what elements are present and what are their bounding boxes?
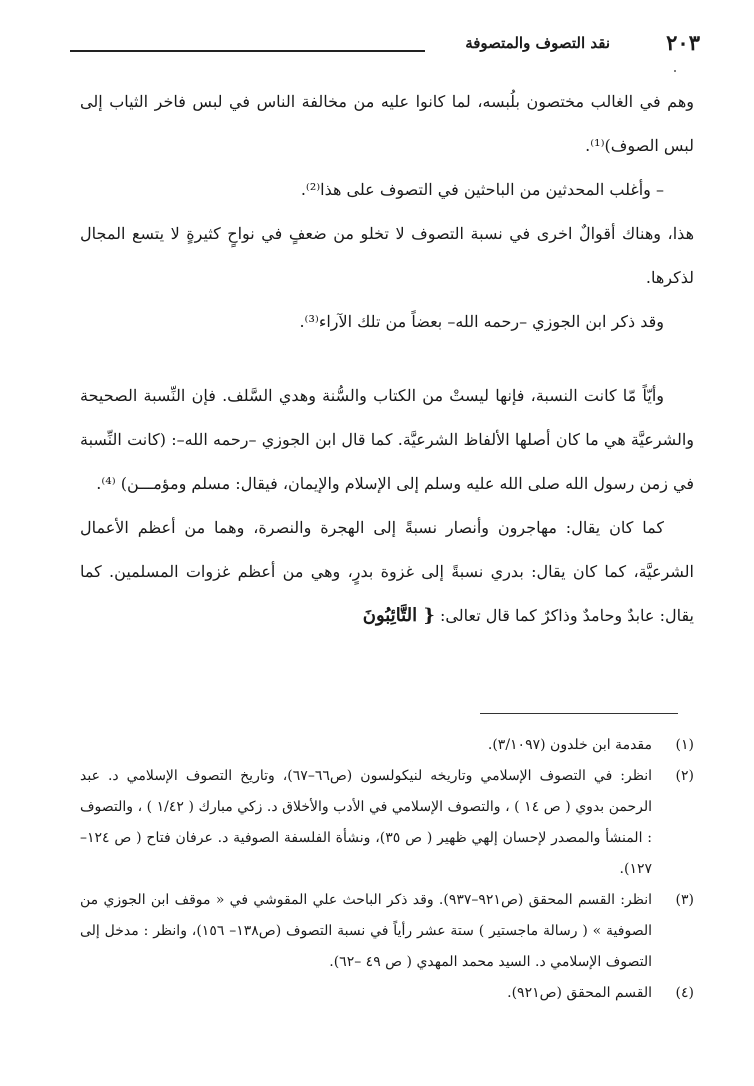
header-rule [70,50,425,52]
footnote-rule [480,713,678,714]
footnote-number: (٢) [675,768,694,784]
paragraph-5: وأيّاً مّا كانت النسبة، فإنها ليستْ من الكتاب والسُّنة وهدي السَّلف. فإن النِّسبة الصحيحة والشرعيَّة هي ما كان أصلها الألفاظ الشرعيَّة. كما قال ابن الجوزي –رحمه الله–: (كانت النِّسبة في زمن رسول الله صلى الله عليه وسلم إلى الإسلام والإيمان، فيقال: مسلم ومؤمـــن) ⁽⁴⁾. [80,386,694,493]
footnote-text: انظر: في التصوف الإسلامي وتاريخه لنيكولسون (ص٦٦–٦٧)، وتاريخ التصوف الإسلامي د. عبد الرحمن بدوي ( ص ١٤ ) ، والتصوف الإسلامي في الأدب والأخلاق د. زكي مبارك ( ١/٤٢ ) ، والتصوف : المنشأ والمصدر لإحسان إلهي ظهير ( ص ٣٥)، ونشأة الفلسفة الصوفية د. عرفان فتاح ( ص ١٢٤– ١٢٧). [80,768,653,877]
page-number: ٢٠٣ [666,30,700,55]
footnote-number: (٤) [675,985,694,1001]
footnote-text: انظر: القسم المحقق (ص٩٢١–٩٣٧). وقد ذكر الباحث علي المقوشي في « موقف ابن الجوزي من الصوفية » ( رسالة ماجستير ) ستة عشر رأياً في نسبة التصوف (ص١٣٨– ١٥٦)، وانظر : مدخل إلى التصوف الإسلامي د. السيد محمد المهدي ( ص ٤٩ –٦٢). [80,892,653,970]
paragraph-6-text: كما كان يقال: مهاجرون وأنصار نسبةً إلى الهجرة والنصرة، وهما من أعظم الأعمال الشرعيَّة، كما كان يقال: بدري نسبةً إلى غزوة بدرٍ، وهي من أعظم غزوات المسلمين. كما يقال: عابدٌ وحامدٌ وذاكرٌ كما قال تعالى: [80,518,694,625]
paragraph-2: – وأغلب المحدثين من الباحثين في التصوف على هذا⁽²⁾. [300,180,664,199]
footnote-text: مقدمة ابن خلدون (٣/١٠٩٧). [487,737,652,753]
quran-fragment: { التَّائِبُونَ [362,605,435,626]
paragraph-3: هذا، وهناك أقوالٌ اخرى في نسبة التصوف لا تخلو من ضعفٍ في نواحٍ كثيرةٍ لا يتسع المجال لذكرها. [80,224,694,287]
footnote-2 [80,761,694,885]
footnote-4 [80,978,694,1009]
footnote-text: القسم المحقق (ص٩٢١). [507,985,652,1001]
paragraph-1: وهم في الغالب مختصون بلُبسه، لما كانوا عليه من مخالفة الناس في لبس فاخر الثياب إلى لبس الصوف)⁽¹⁾. [80,92,694,155]
footnote-3 [80,885,694,978]
running-header [70,32,700,58]
footnotes [80,730,694,1009]
paragraph-4: وقد ذكر ابن الجوزي –رحمه الله– بعضاً من تلك الآراء⁽³⁾. [299,312,664,331]
running-title: نقد التصوف والمتصوفة [465,34,610,52]
footnote-number: (٣) [675,892,694,908]
print-speck [674,70,676,72]
footnote-1 [80,730,694,761]
paragraph-6 [80,506,694,638]
main-text [80,80,694,638]
footnote-number: (١) [675,737,694,753]
